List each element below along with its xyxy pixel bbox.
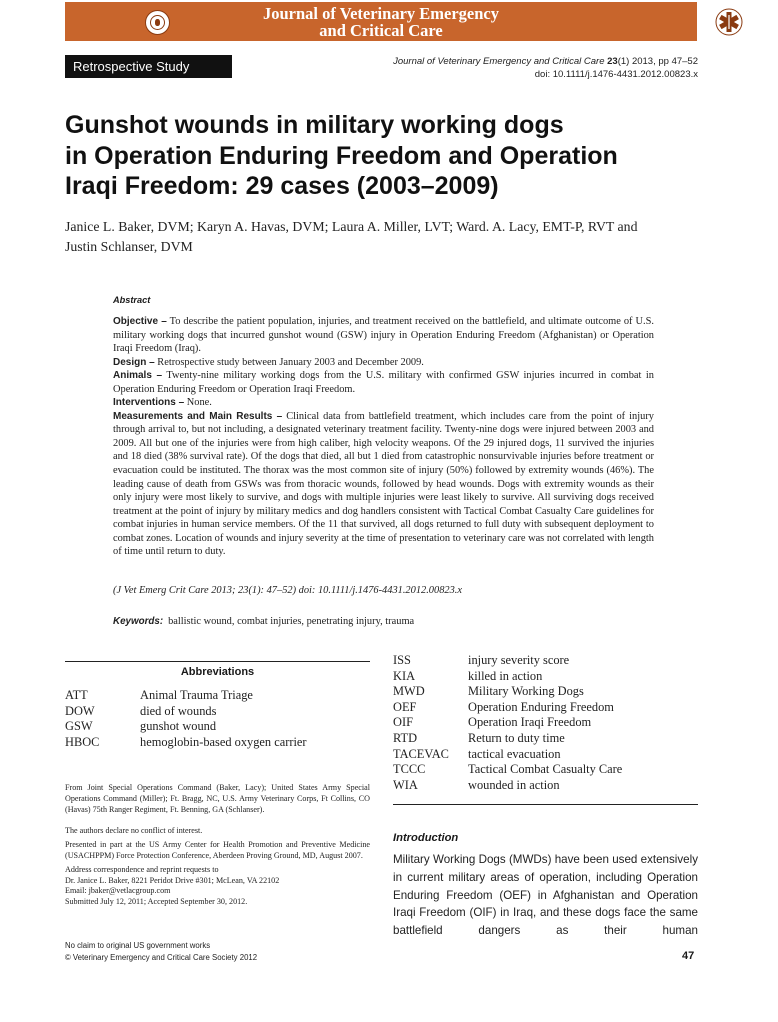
abbreviation-row	[65, 704, 307, 720]
abstract-section-animals	[113, 369, 654, 396]
abbreviation-row	[393, 762, 622, 778]
abbreviation-term: WIA	[393, 777, 418, 792]
correspondence-address: Dr. Janice L. Baker, 8221 Peridot Drive #301; McLean, VA 22102	[65, 875, 280, 885]
page-number: 47	[682, 950, 695, 962]
abbreviation-definition: wounded in action	[468, 777, 560, 792]
abbreviation-term: TCCC	[393, 762, 426, 777]
abbreviation-term: DOW	[65, 703, 95, 718]
abstract-section-design	[113, 356, 654, 370]
abstract-label: Design –	[113, 356, 155, 368]
abstract-label: Interventions –	[113, 397, 185, 409]
abbreviation-row	[393, 747, 622, 763]
affiliation-notes	[65, 783, 370, 908]
journal-banner	[65, 2, 697, 41]
abbreviation-row	[393, 731, 622, 747]
conflict-statement: The authors declare no conflict of interest.	[65, 826, 203, 836]
abstract-body	[113, 315, 654, 559]
abbreviations-list-right	[393, 653, 622, 793]
abbreviation-definition: died of wounds	[140, 703, 217, 718]
abstract-section-objective	[113, 315, 654, 356]
citation-doi: doi: 10.1111/j.1476-4431.2012.00823.x	[534, 69, 698, 80]
abstract-label: Objective –	[113, 316, 167, 327]
keywords-label: Keywords:	[113, 616, 164, 627]
authors-line: Janice L. Baker, DVM; Karyn A. Havas, DVM; Laura A. Miller, LVT; Ward. A. Lacy, EMT-P, RVT and	[65, 219, 638, 234]
abstract-heading: Abstract	[113, 295, 151, 305]
title-line: Gunshot wounds in military working dogs	[65, 111, 564, 139]
abbreviations-heading: Abbreviations	[180, 666, 255, 678]
abbreviation-definition: Military Working Dogs	[468, 684, 584, 699]
abstract-label: Measurements and Main Results –	[113, 410, 283, 422]
author-list	[65, 217, 705, 257]
abbreviations-bottom-rule	[393, 804, 698, 805]
abbreviation-term: HBOC	[65, 734, 100, 749]
submission-dates: Submitted July 12, 2011; Accepted September 30, 2012.	[65, 897, 248, 907]
abstract-section-interventions	[113, 396, 654, 410]
abbreviation-term: OIF	[393, 715, 413, 730]
abbreviation-row	[393, 684, 622, 700]
abbreviation-row	[65, 719, 307, 735]
abbreviation-definition: Animal Trauma Triage	[140, 688, 253, 702]
abbreviation-definition: Operation Enduring Freedom	[468, 699, 614, 714]
abstract-citation: (J Vet Emerg Crit Care 2013; 23(1): 47–52) doi: 10.1111/j.1476-4431.2012.00823.x	[113, 585, 462, 596]
abbreviation-row	[393, 669, 622, 685]
authors-line: Justin Schlanser, DVM	[65, 239, 193, 254]
title-line: in Operation Enduring Freedom and Operation	[65, 141, 618, 170]
journal-title-line1: Journal of Veterinary Emergency	[262, 4, 499, 23]
citation-block	[393, 55, 698, 81]
article-type-tag: Retrospective Study	[65, 55, 232, 78]
abbreviation-term: TACEVAC	[393, 746, 449, 761]
abbreviation-term: RTD	[393, 730, 418, 745]
abbreviation-term: GSW	[65, 719, 93, 734]
abbreviations-list-left	[65, 688, 307, 750]
abstract-text: To describe the patient population, injuries, and treatment received on the battlefield, and ultimate outcome of U.S. military working dogs that incurred gunshot wound (GSW) injury in Operation Enduring Freedom (Afghanistan) or Operation Iraqi Freedom (Iraq).	[113, 316, 654, 355]
footer-line: © Veterinary Emergency and Critical Care Society 2012	[65, 952, 258, 962]
affiliation-note: From Joint Special Operations Command (Baker, Lacy); United States Army Special Operations Command (Miller); Ft. Bragg, NC, U.S. Army Veterinary Corps, Ft Collins, CO (Havas) 75th Ranger Regiment, Ft. Benning, GA (Schlanser).	[65, 783, 370, 814]
abbreviation-definition: hemoglobin-based oxygen carrier	[140, 734, 307, 749]
abbreviation-term: OEF	[393, 699, 417, 714]
abbreviation-term: ISS	[393, 653, 411, 667]
abbreviation-definition: killed in action	[468, 668, 543, 683]
abbreviation-definition: tactical evacuation	[468, 746, 561, 761]
abbreviation-term: KIA	[393, 668, 416, 683]
abbreviation-definition: Operation Iraqi Freedom	[468, 715, 592, 730]
abstract-text: Twenty-nine military working dogs from the U.S. military with confirmed GSW injuries incurred in combat in Operation Enduring Freedom or Operation Iraqi Freedom.	[113, 370, 654, 395]
abbreviation-row	[65, 688, 307, 704]
abbreviation-row	[65, 735, 307, 751]
article-title	[65, 110, 715, 202]
abstract-label: Animals –	[113, 370, 163, 382]
abstract-text: Clinical data from battlefield treatment, which includes care from the point of injury through arrival to, but not including, a designated veterinary treatment facility. Twenty-nine dogs were injured between 2003 and 2009. All but one of the injuries were from high caliber, high velocity weapons. Of the 29 injured dogs, 11 survived the injuries and 18 died (38% survival rate). Of the dogs that died, all but 1 died from catastrophic nonsurvivable injuries before treatment or evacuation could be instituted. The thorax was the most common site of injury (50%) followed by extremity wounds (46%). The leading cause of death from GSWs was from thoracic wounds, followed by head wounds. Dogs with extremity wounds as their only injury were most likely to survive, and dogs with multiple injuries were least likely to survive. All surviving dogs received treatment at the point of injury by military medics and dog handlers consistent with Tactical Combat Casualty Care guidelines for combat injuries in human service members. Of the 11 that survived, all dogs returned to full duty with subsequent deployment to combat zones. Location of wounds and injury severity at the time of presentation to veterinary care was not correlated with length of time until return to duty.	[113, 410, 654, 558]
journal-title-line2: and Critical Care	[319, 21, 443, 40]
copyright-footer	[65, 940, 257, 963]
citation-volume: 23	[607, 56, 618, 67]
keywords	[113, 616, 414, 627]
presentation-note: Presented in part at the US Army Center for Health Promotion and Preventive Medicine (USACHPPM) Force Protection Conference, Aberdeen Proving Ground, MD, August 2007.	[65, 840, 370, 860]
journal-title	[65, 5, 697, 39]
abstract-text: Retrospective study between January 2003 and December 2009.	[157, 356, 424, 368]
abbreviation-row	[393, 715, 622, 731]
keywords-list: ballistic wound, combat injuries, penetrating injury, trauma	[168, 616, 415, 627]
abbreviation-row	[393, 778, 622, 794]
introduction-heading: Introduction	[393, 832, 459, 844]
abstract-text: None.	[186, 397, 212, 409]
introduction-text: Military Working Dogs (MWDs) have been used extensively in current military areas of operation, including Operation Enduring Freedom (OEF) in Afghanistan and Operation Iraqi Freedom (OIF) in Iraq, and these dogs face the same battlefield dangers as their human	[393, 853, 698, 938]
title-line: Iraqi Freedom: 29 cases (2003–2009)	[65, 172, 499, 200]
star-of-life-icon	[715, 8, 743, 36]
abbreviation-row	[393, 653, 622, 669]
footer-line: No claim to original US government works	[65, 941, 211, 950]
abbreviation-term: ATT	[65, 688, 88, 702]
correspondence-email: Email: jbaker@vetlacgroup.com	[65, 886, 171, 896]
abstract-section-results	[113, 410, 654, 559]
abbreviation-row	[393, 700, 622, 716]
citation-issue-pages: (1) 2013, pp 47–52	[617, 56, 698, 67]
citation-journal: Journal of Veterinary Emergency and Critical Care	[393, 56, 605, 67]
abbreviations-top-rule	[65, 661, 370, 662]
abbreviation-definition: gunshot wound	[140, 719, 217, 734]
correspondence-intro: Address correspondence and reprint requests to	[65, 864, 219, 874]
abbreviation-term: MWD	[393, 684, 425, 699]
abbreviation-definition: Tactical Combat Casualty Care	[468, 762, 623, 777]
abbreviation-definition: injury severity score	[468, 653, 570, 667]
abbreviation-definition: Return to duty time	[468, 730, 565, 745]
